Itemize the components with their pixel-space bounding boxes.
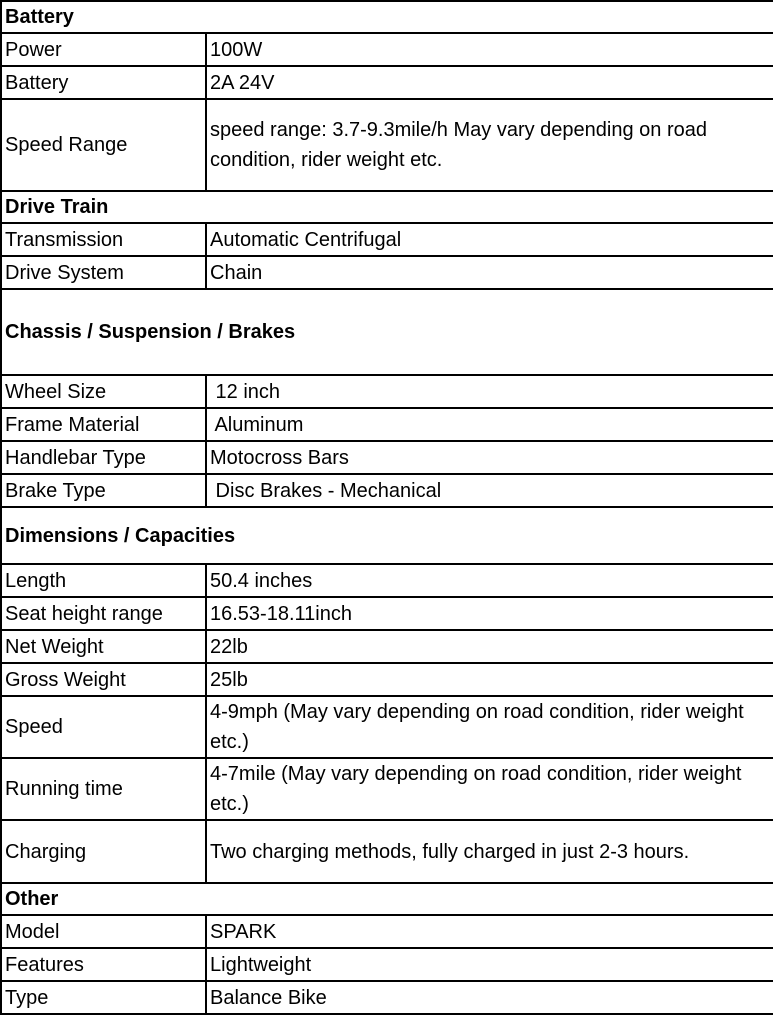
spec-value: Aluminum	[206, 408, 773, 441]
spec-value: 50.4 inches	[206, 564, 773, 597]
table-row	[1, 66, 773, 99]
table-row	[1, 375, 773, 408]
table-row	[1, 820, 773, 883]
spec-value: 4-9mph (May vary depending on road condition, rider weight etc.)	[206, 696, 773, 758]
spec-value: 100W	[206, 33, 773, 66]
spec-label: Frame Material	[1, 408, 206, 441]
spec-value: 16.53-18.11inch	[206, 597, 773, 630]
section-title-other: Other	[1, 883, 773, 915]
section-header-row	[1, 1, 773, 33]
table-row	[1, 223, 773, 256]
section-title-battery: Battery	[1, 1, 773, 33]
section-header-row	[1, 191, 773, 223]
spec-value: Two charging methods, fully charged in just 2-3 hours.	[206, 820, 773, 883]
spec-label: Running time	[1, 758, 206, 820]
spec-value: 25lb	[206, 663, 773, 696]
table-row	[1, 33, 773, 66]
table-row	[1, 915, 773, 948]
table-row	[1, 696, 773, 758]
spec-label: Net Weight	[1, 630, 206, 663]
table-row	[1, 597, 773, 630]
table-row	[1, 758, 773, 820]
table-row	[1, 474, 773, 507]
spec-label: Battery	[1, 66, 206, 99]
spec-value: speed range: 3.7-9.3mile/h May vary depending on road condition, rider weight etc.	[206, 99, 773, 191]
spec-label: Transmission	[1, 223, 206, 256]
table-row	[1, 630, 773, 663]
spec-label: Speed	[1, 696, 206, 758]
table-row	[1, 408, 773, 441]
spec-value: Disc Brakes - Mechanical	[206, 474, 773, 507]
section-header-row	[1, 507, 773, 564]
spec-label: Length	[1, 564, 206, 597]
section-header-row	[1, 883, 773, 915]
table-row	[1, 948, 773, 981]
section-title-drive-train: Drive Train	[1, 191, 773, 223]
section-title-chassis: Chassis / Suspension / Brakes	[1, 289, 773, 375]
spec-value: 12 inch	[206, 375, 773, 408]
spec-value: Balance Bike	[206, 981, 773, 1014]
table-row	[1, 981, 773, 1014]
spec-label: Speed Range	[1, 99, 206, 191]
spec-value: 22lb	[206, 630, 773, 663]
spec-value: Lightweight	[206, 948, 773, 981]
spec-label: Power	[1, 33, 206, 66]
table-row	[1, 663, 773, 696]
spec-label: Charging	[1, 820, 206, 883]
spec-label: Features	[1, 948, 206, 981]
spec-value: Chain	[206, 256, 773, 289]
table-row	[1, 99, 773, 191]
spec-value: Automatic Centrifugal	[206, 223, 773, 256]
section-header-row	[1, 289, 773, 375]
spec-label: Type	[1, 981, 206, 1014]
spec-value: SPARK	[206, 915, 773, 948]
spec-value: Motocross Bars	[206, 441, 773, 474]
table-row	[1, 256, 773, 289]
table-row	[1, 441, 773, 474]
spec-label: Brake Type	[1, 474, 206, 507]
spec-value: 4-7mile (May vary depending on road condition, rider weight etc.)	[206, 758, 773, 820]
spec-value: 2A 24V	[206, 66, 773, 99]
spec-label: Seat height range	[1, 597, 206, 630]
spec-label: Wheel Size	[1, 375, 206, 408]
spec-label: Drive System	[1, 256, 206, 289]
spec-label: Handlebar Type	[1, 441, 206, 474]
table-row	[1, 564, 773, 597]
spec-label: Gross Weight	[1, 663, 206, 696]
section-title-dimensions: Dimensions / Capacities	[1, 507, 773, 564]
spec-label: Model	[1, 915, 206, 948]
